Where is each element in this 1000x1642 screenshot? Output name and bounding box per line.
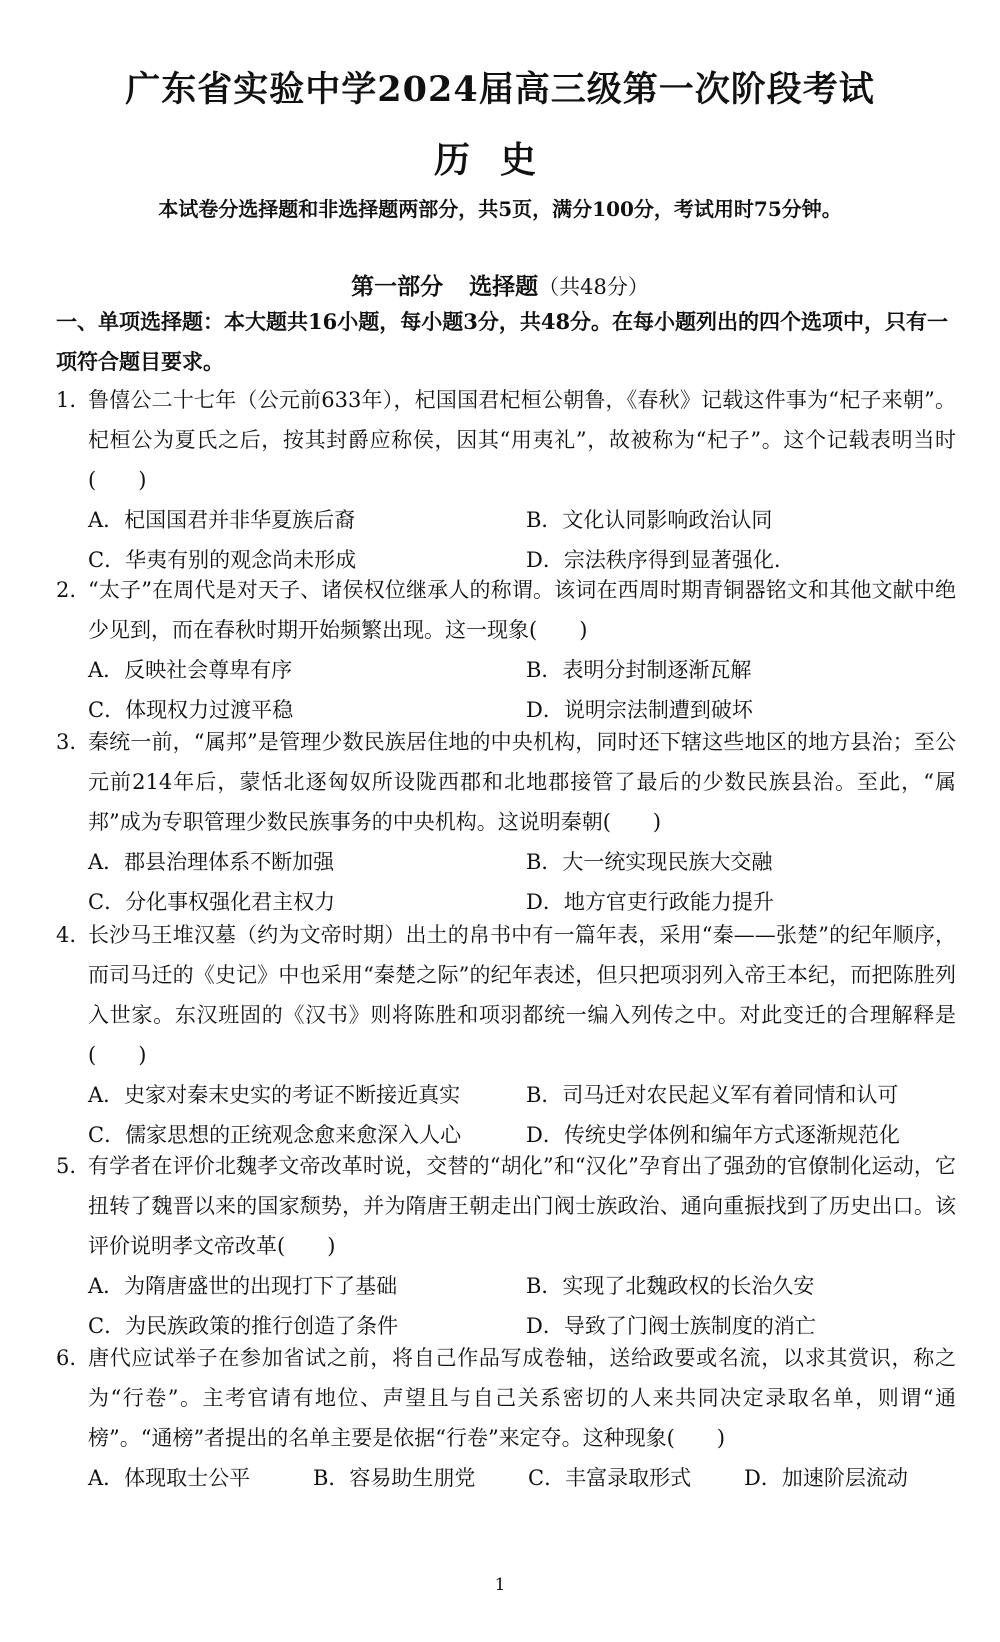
question-text: 鲁僖公二十七年（公元前633年），杞国国君杞桓公朝鲁，《春秋》记载这件事为“杞子来朝”。杞桓公为夏氏之后，按其封爵应称侯，因其“用夷礼”，故被称为“杞子”。这个记载表明当时( ) (88, 388, 956, 492)
question-number: 3. (56, 730, 77, 754)
option-d[interactable]: D．宗法秩序得到显著强化. (526, 548, 781, 572)
option-d[interactable]: D．加速阶层流动 (744, 1466, 908, 1490)
option-row (56, 1458, 956, 1498)
option-b[interactable]: B．实现了北魏政权的长治久安 (526, 1274, 815, 1298)
part-subtitle: 选择题 (469, 273, 539, 300)
option-c[interactable]: C．体现权力过渡平稳 (88, 698, 294, 722)
option-b[interactable]: B．司马迁对农民起义军有着同情和认可 (526, 1083, 899, 1107)
option-b[interactable]: B．大一统实现民族大交融 (526, 850, 773, 874)
option-c[interactable]: C．儒家思想的正统观念愈来愈深入人心 (88, 1123, 462, 1147)
question-text: 有学者在评价北魏孝文帝改革时说，交替的“胡化”和“汉化”孕育出了强劲的官僚制化运动，它扭转了魏晋以来的国家颓势，并为隋唐王朝走出门阀士族政治、通向重振找到了历史出口。该评价说明孝文帝改革( ) (88, 1154, 956, 1258)
option-c[interactable]: C．丰富录取形式 (528, 1466, 692, 1490)
question-text: “太子”在周代是对天子、诸侯权位继承人的称谓。该词在西周时期青铜器铭文和其他文献中绝少见到，而在春秋时期开始频繁出现。这一现象( ) (88, 578, 956, 642)
page-number: 1 (494, 1575, 506, 1595)
question-3 (56, 722, 956, 922)
part-points: （共48分） (538, 275, 649, 299)
option-b[interactable]: B．文化认同影响政治认同 (526, 508, 773, 532)
question-stem (56, 570, 956, 650)
option-b[interactable]: B．容易助生朋党 (313, 1466, 476, 1490)
part-title: 第一部分 (351, 273, 444, 300)
option-a[interactable]: A．体现取士公平 (88, 1466, 251, 1490)
question-stem (56, 1146, 956, 1266)
exam-instructions: 本试卷分选择题和非选择题两部分，共5页，满分100分，考试用时75分钟。 (158, 197, 842, 221)
question-2 (56, 570, 956, 730)
question-6 (56, 1338, 956, 1498)
option-row (56, 650, 956, 690)
option-row (56, 842, 956, 882)
option-a[interactable]: A．为隋唐盛世的出现打下了基础 (88, 1274, 398, 1298)
option-a[interactable]: A．杞国国君并非华夏族后裔 (88, 508, 356, 532)
option-a[interactable]: A．史家对秦末史实的考证不断接近真实 (88, 1083, 461, 1107)
option-d[interactable]: D．说明宗法制遭到破坏 (526, 698, 753, 722)
option-c[interactable]: C．华夷有别的观念尚未形成 (88, 548, 357, 572)
question-number: 4. (56, 923, 77, 947)
question-5 (56, 1146, 956, 1346)
question-number: 2. (56, 578, 77, 602)
option-row (56, 1266, 956, 1306)
option-b[interactable]: B．表明分封制逐渐瓦解 (526, 658, 752, 682)
question-text: 唐代应试举子在参加省试之前，将自己作品写成卷轴，送给政要或名流，以求其赏识，称之为“行卷”。主考官请有地位、声望且与自己关系密切的人来共同决定录取名单，则谓“通榜”。“通榜”者提出的名单主要是依据“行卷”来定夺。这种现象( ) (88, 1346, 956, 1450)
question-text: 长沙马王堆汉墓（约为文帝时期）出土的帛书中有一篇年表，采用“秦——张楚”的纪年顺序，而司马迁的《史记》中也采用“秦楚之际”的纪年表述，但只把项羽列入帝王本纪，而把陈胜列入世家。东汉班固的《汉书》则将陈胜和项羽都统一编入列传之中。对此变迁的合理解释是( ) (88, 923, 956, 1067)
question-number: 5. (56, 1154, 77, 1178)
option-d[interactable]: D．地方官吏行政能力提升 (526, 890, 774, 914)
part-heading (0, 268, 1000, 301)
question-number: 6. (56, 1346, 77, 1370)
option-d[interactable]: D．传统史学体例和编年方式逐渐规范化 (526, 1123, 900, 1147)
option-d[interactable]: D．导致了门阀士族制度的消亡 (526, 1314, 816, 1338)
question-4 (56, 915, 956, 1155)
question-stem (56, 380, 956, 500)
question-number: 1. (56, 388, 77, 412)
exam-title: 广东省实验中学2024届高三级第一次阶段考试 (125, 69, 875, 110)
question-stem (56, 915, 956, 1075)
section-heading: 一、单项选择题：本大题共16小题，每小题3分，共48分。在每小题列出的四个选项中，只有一项符合题目要求。 (56, 309, 949, 374)
option-row (56, 1075, 956, 1115)
option-c[interactable]: C．分化事权强化君主权力 (88, 890, 336, 914)
question-stem (56, 722, 956, 842)
option-a[interactable]: A．反映社会尊卑有序 (88, 658, 293, 682)
option-row (56, 500, 956, 540)
question-1 (56, 380, 956, 580)
question-stem (56, 1338, 956, 1458)
option-a[interactable]: A．郡县治理体系不断加强 (88, 850, 335, 874)
question-text: 秦统一前，“属邦”是管理少数民族居住地的中央机构，同时还下辖这些地区的地方县治；至公元前214年后，蒙恬北逐匈奴所设陇西郡和北地郡接管了最后的少数民族县治。至此，“属邦”成为专职管理少数民族事务的中央机构。这说明秦朝( ) (88, 730, 956, 834)
option-c[interactable]: C．为民族政策的推行创造了条件 (88, 1314, 399, 1338)
subject-title: 历史 (433, 139, 566, 181)
